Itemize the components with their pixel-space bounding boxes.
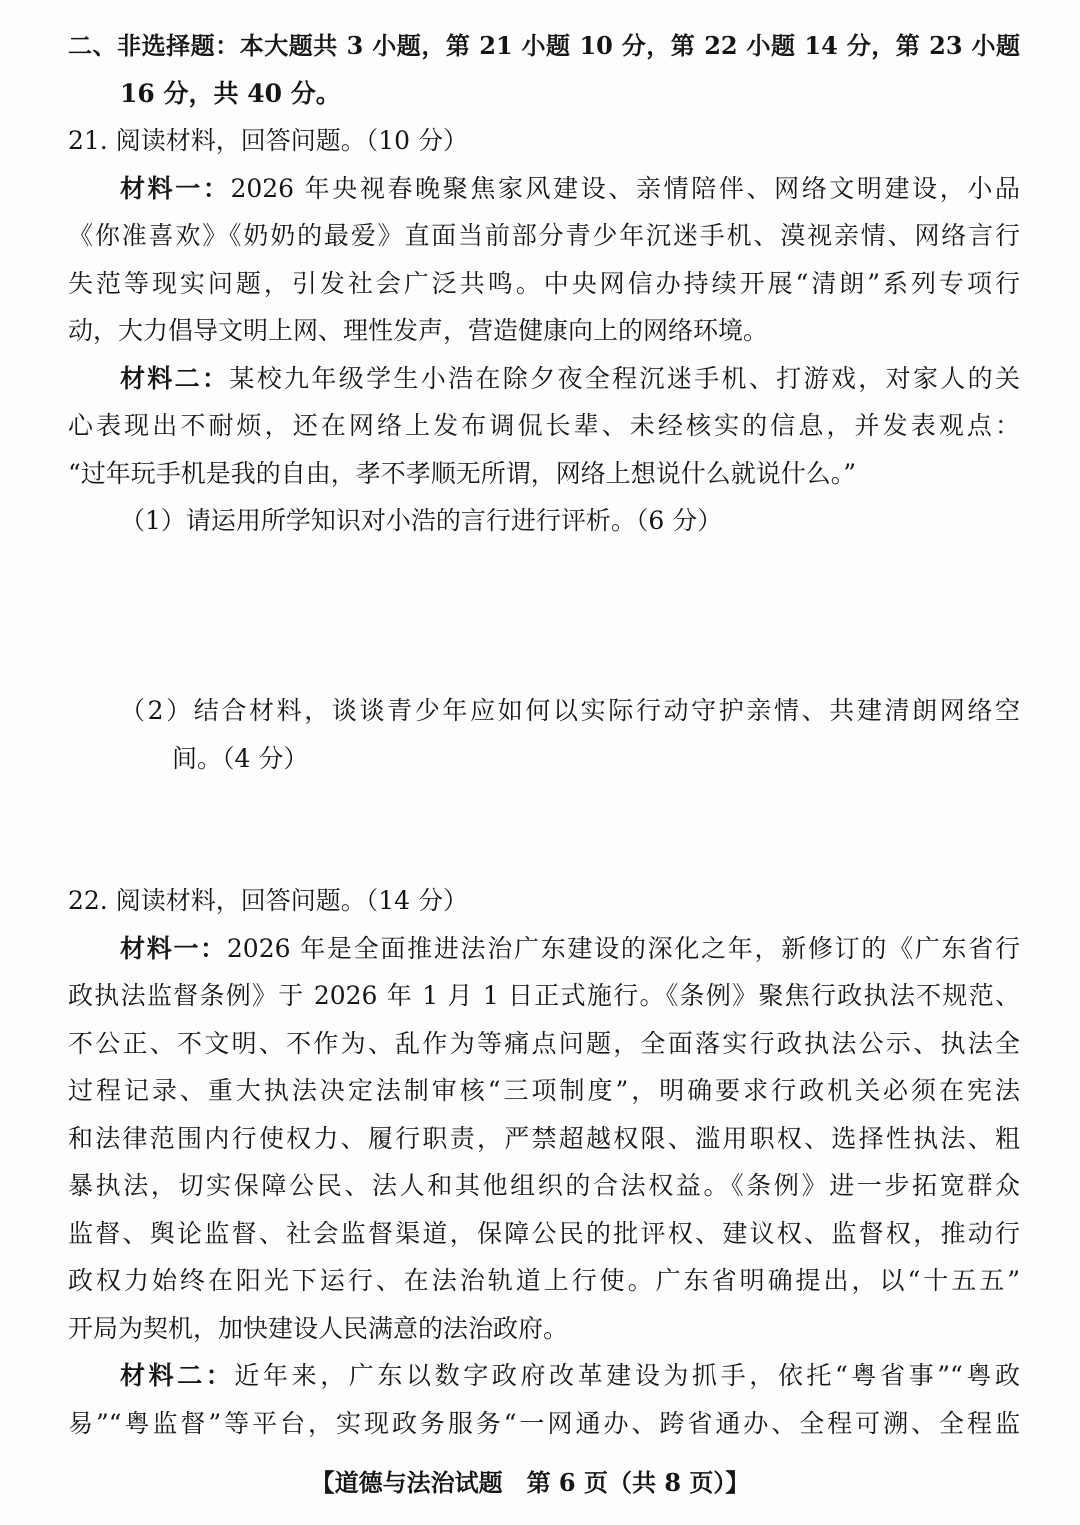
answer-space — [68, 545, 1020, 593]
page-footer: 【道德与法治试题 第 6 页（共 8 页）】 — [310, 1468, 750, 1497]
material-line: 过程记录、重大执法决定法制审核“三项制度”，明确要求行政机关必须在宪法 — [68, 1076, 1020, 1105]
material-line: 易”“粤监督”等平台，实现政务服务“一网通办、跨省通办、全程可溯、全程监 — [68, 1408, 1020, 1438]
sub-question-2: 间。（4 分） — [172, 743, 309, 773]
material-line: 《你准喜欢》《奶奶的最爱》直面当前部分青少年沉迷手机、漠视亲情、网络言行 — [68, 221, 1020, 250]
material-text: 2026 年央视春晚聚焦家风建设、亲情陪伴、网络文明建设，小品 — [230, 173, 1020, 203]
section-heading-line: 16 分，共 40 分。 — [120, 78, 341, 108]
material-label: 材料二： — [120, 1361, 235, 1390]
material-line — [68, 925, 1020, 973]
page-content — [68, 22, 1020, 1447]
material-line: 监督、舆论监督、社会监督渠道，保障公民的批评权、建议权、监督权，推动行 — [68, 1218, 1020, 1248]
answer-space — [68, 830, 1020, 878]
answer-space — [68, 640, 1020, 688]
material-line — [68, 355, 1020, 403]
material-text: 近年来，广东以数字政府改革建设为抓手，依托“粤省事”“粤政 — [234, 1361, 1020, 1390]
material-line: “过年玩手机是我的自由，孝不孝顺无所谓，网络上想说什么就说什么。” — [68, 458, 857, 488]
material-line — [68, 1352, 1020, 1400]
material-line: 政权力始终在阳光下运行、在法治轨道上行使。广东省明确提出，以“十五五” — [68, 1266, 1020, 1295]
material-label: 材料一： — [120, 933, 227, 963]
answer-space — [68, 782, 1020, 830]
material-line — [68, 165, 1020, 213]
sub-question-2: （2）结合材料，谈谈青少年应如何以实际行动守护亲情、共建清朗网络空 — [120, 696, 1020, 725]
material-line: 心表现出不耐烦，还在网络上发布调侃长辈、未经核实的信息，并发表观点： — [68, 411, 1020, 440]
material-line: 和法律范围内行使权力、履行职责，严禁超越权限、滥用职权、选择性执法、粗 — [68, 1123, 1020, 1153]
question-22-stem: 22. 阅读材料，回答问题。（14 分） — [68, 886, 468, 915]
material-line: 失范等现实问题，引发社会广泛共鸣。中央网信办持续开展“清朗”系列专项行 — [68, 268, 1020, 298]
material-label: 材料二： — [120, 363, 230, 393]
material-line: 动，大力倡导文明上网、理性发声，营造健康向上的网络环境。 — [68, 316, 769, 345]
question-21-stem: 21. 阅读材料，回答问题。（10 分） — [68, 126, 468, 155]
material-line: 政执法监督条例》于 2026 年 1 月 1 日正式施行。《条例》聚焦行政执法不规范、 — [68, 981, 1020, 1010]
answer-space — [68, 592, 1020, 640]
material-line: 不公正、不文明、不作为、乱作为等痛点问题，全面落实行政执法公示、执法全 — [68, 1028, 1020, 1058]
material-label: 材料一： — [120, 173, 231, 203]
section-heading-line: 二、非选择题：本大题共 3 小题，第 21 小题 10 分，第 22 小题 14 分，第 23 小题 — [68, 31, 1020, 60]
material-line: 暴执法，切实保障公民、法人和其他组织的合法权益。《条例》进一步拓宽群众 — [68, 1171, 1020, 1200]
sub-question-1: （1）请运用所学知识对小浩的言行进行评析。（6 分） — [120, 506, 723, 535]
material-text: 2026 年是全面推进法治广东建设的深化之年，新修订的《广东省行 — [226, 933, 1020, 963]
material-line: 开局为契机，加快建设人民满意的法治政府。 — [68, 1313, 569, 1343]
material-text: 某校九年级学生小浩在除夕夜全程沉迷手机、打游戏，对家人的关 — [229, 363, 1020, 393]
